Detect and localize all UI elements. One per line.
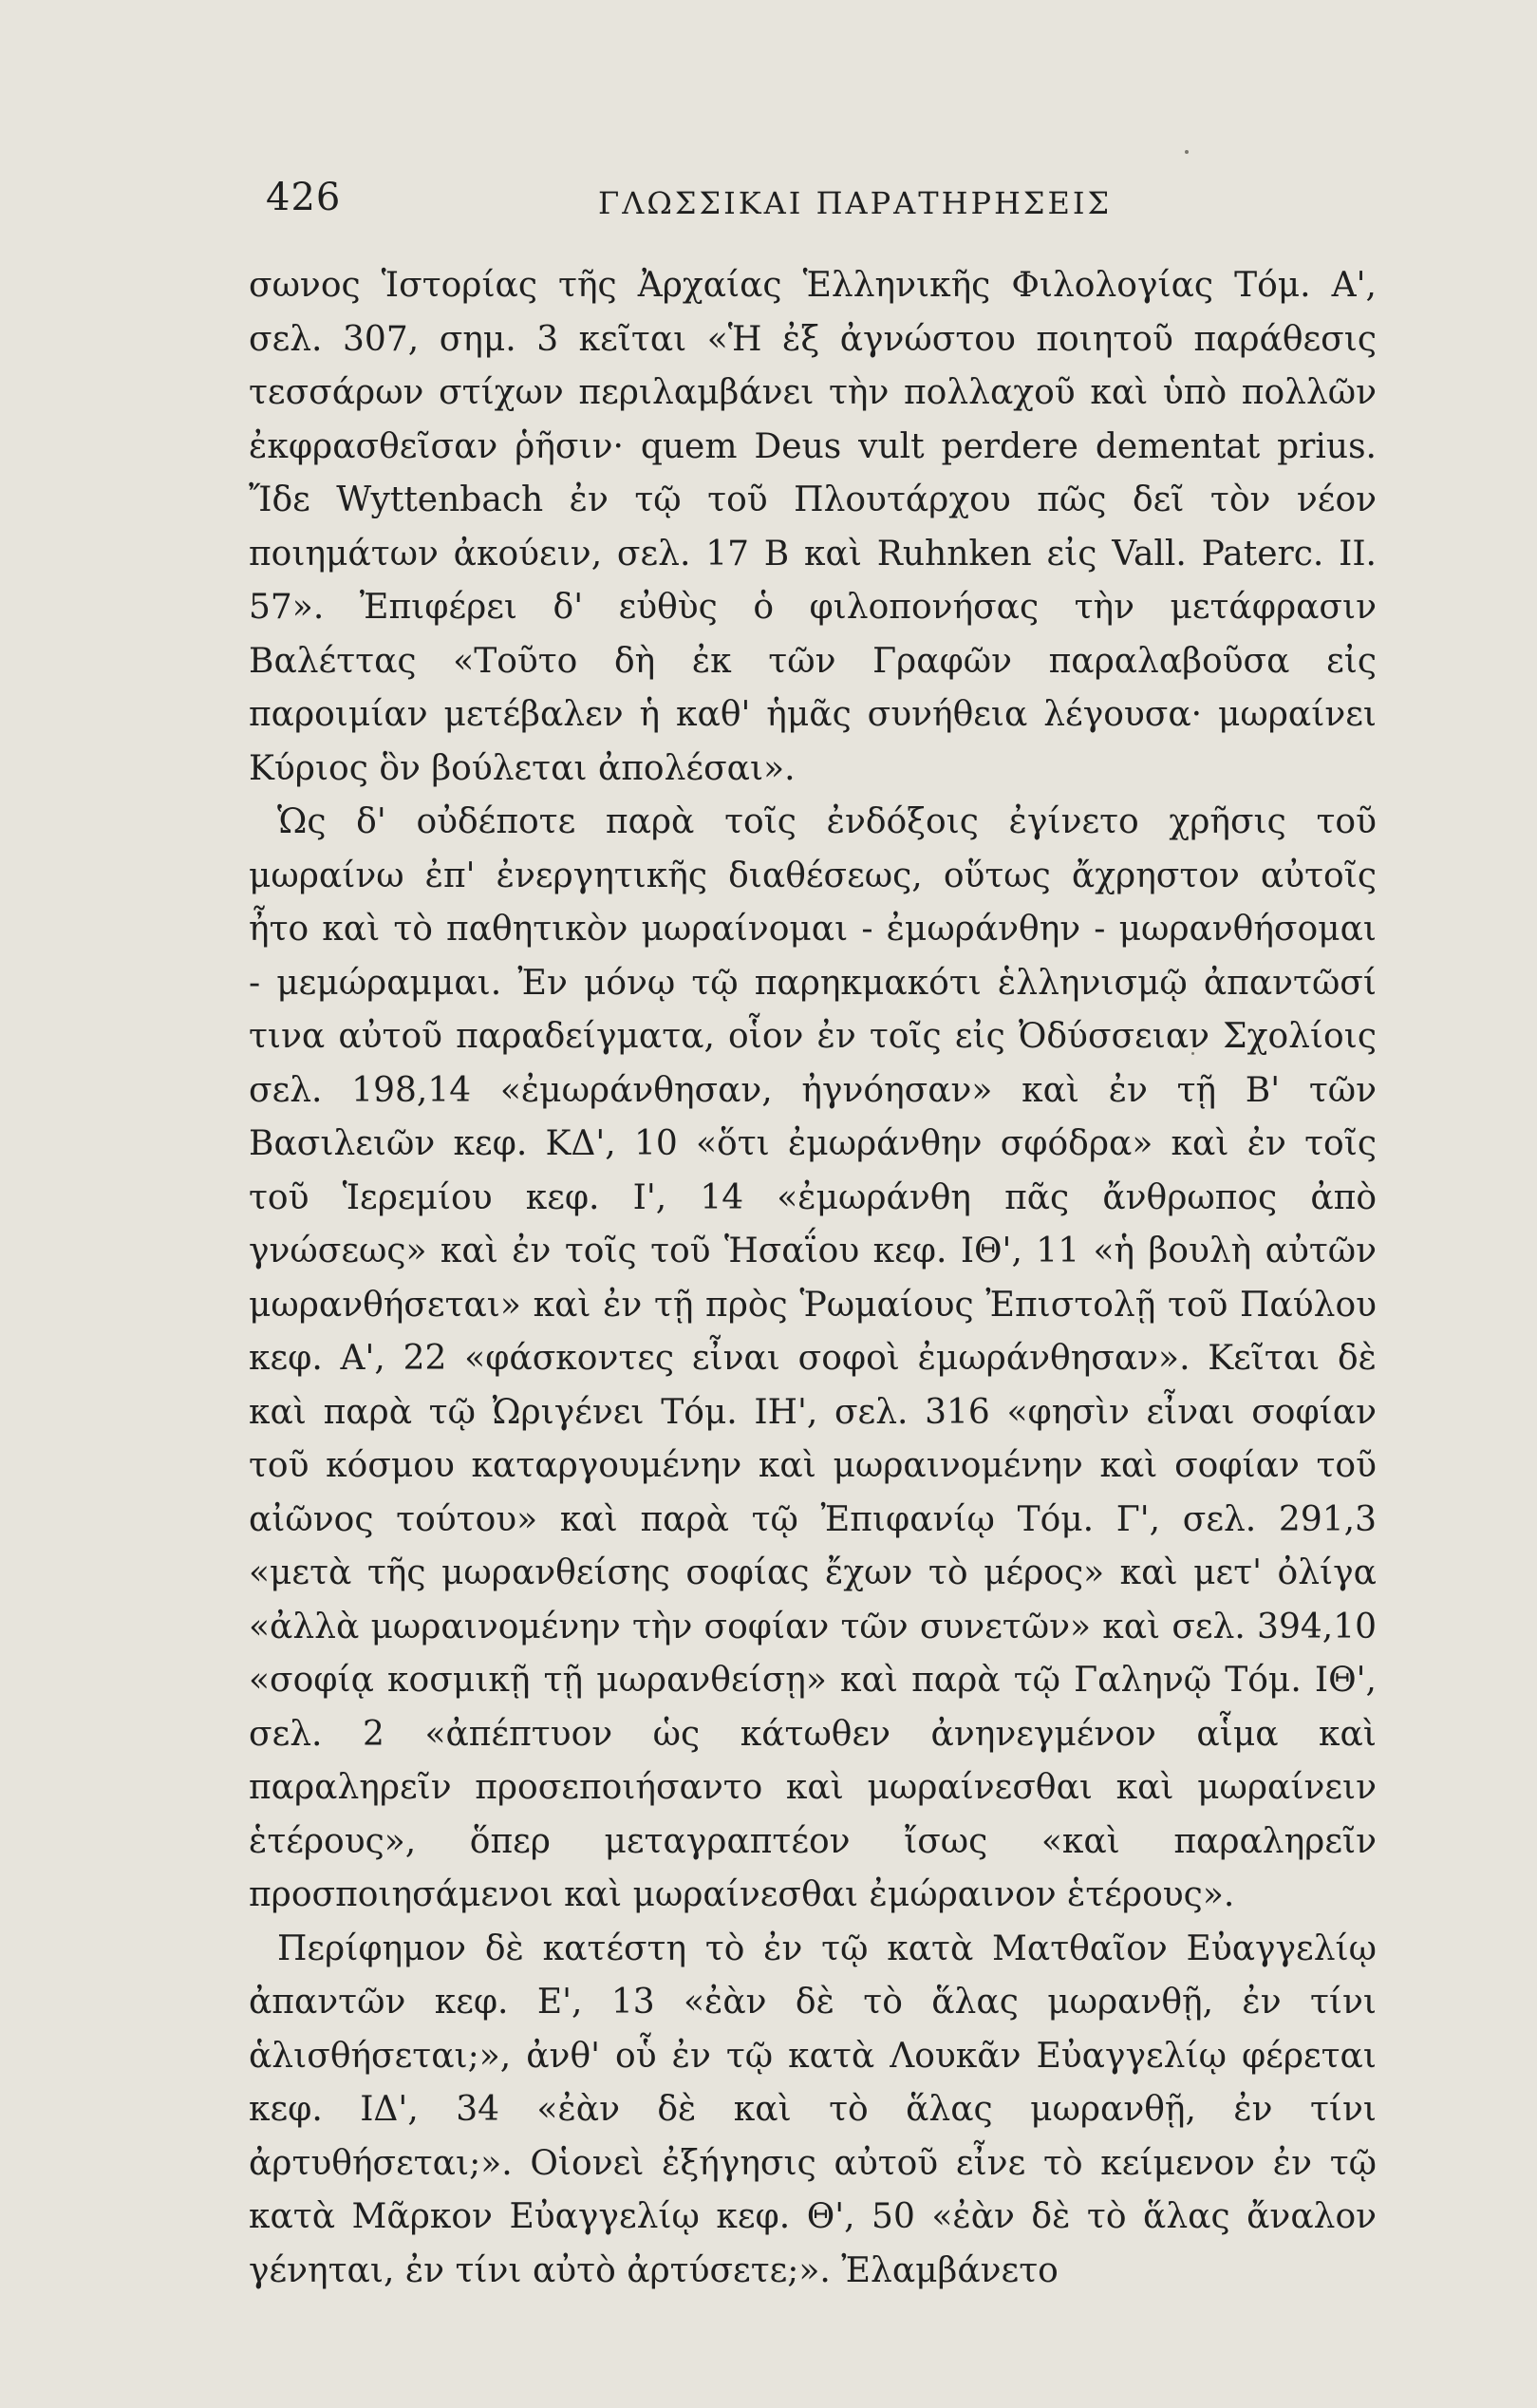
- running-title: ΓΛΩΣΣΙΚΑΙ ΠΑΡΑΤΗΡΗΣΕΙΣ: [598, 185, 1113, 221]
- running-head: [190, 166, 1453, 233]
- paper-speck: [1185, 150, 1189, 154]
- body-text: [249, 259, 1377, 2298]
- paragraph-1: σωνος Ἱστορίας τῆς Ἀρχαίας Ἑλληνικῆς Φιλολογίας Τόμ. Α', σελ. 307, σημ. 3 κεῖται «Ἡ ἐξ ἀγνώστου ποιητοῦ παράθεσις τεσσάρων στίχων περιλαμβάνει τὴν πολλαχοῦ καὶ ὑπὸ πολλῶν ἐκφρασθεῖσαν ῥῆσιν· quem Deus vult perdere dementat prius. Ἴδε Wyttenbach ἐν τῷ τοῦ Πλουτάρχου πῶς δεῖ τὸν νέον ποιημάτων ἀκούειν, σελ. 17 Β καὶ Ruhnken εἰς Vall. Paterc. II. 57». Ἐπιφέρει δ' εὐθὺς ὁ φιλοπονήσας τὴν μετάφρασιν Βαλέττας «Τοῦτο δὴ ἐκ τῶν Γραφῶν παραλαβοῦσα εἰς παροιμίαν μετέβαλεν ἡ καθ' ἡμᾶς συνήθεια λέγουσα· μωραίνει Κύριος ὃν βούλεται ἀπολέσαι».: [249, 266, 1377, 788]
- page-number: 426: [266, 176, 342, 219]
- paragraph-3: Περίφημον δὲ κατέστη τὸ ἐν τῷ κατὰ Ματθαῖον Εὐαγγελίῳ ἀπαντῶν κεφ. Ε', 13 «ἐὰν δὲ τὸ ἅλας μωρανθῇ, ἐν τίνι ἁλισθήσεται;», ἀνθ' οὗ ἐν τῷ κατὰ Λουκᾶν Εὐαγγελίῳ φέρεται κεφ. ΙΔ', 34 «ἐὰν δὲ καὶ τὸ ἅλας μωρανθῇ, ἐν τίνι ἀρτυθήσεται;». Οἱονεὶ ἐξήγησις αὐτοῦ εἶνε τὸ κείμενον ἐν τῷ κατὰ Μᾶρκον Εὐαγγελίῳ κεφ. Θ', 50 «ἐὰν δὲ τὸ ἅλας ἄναλον γένηται, ἐν τίνι αὐτὸ ἀρτύσετε;». Ἐλαμβάνετο: [249, 1928, 1377, 2290]
- text-block: [190, 166, 1453, 2290]
- paragraph-2: Ὡς δ' οὐδέποτε παρὰ τοῖς ἐνδόξοις ἐγίνετο χρῆσις τοῦ μωραίνω ἐπ' ἐνεργητικῆς διαθέσεως, οὕτως ἄχρηστον αὐτοῖς ἦτο καὶ τὸ παθητικὸν μωραίνομαι - ἐμωράνθην - μωρανθήσομαι - μεμώραμμαι. Ἐν μόνῳ τῷ παρηκμακότι ἑλληνισμῷ ἀπαντῶσί τινα αὐτοῦ παραδείγματα, οἷον ἐν τοῖς εἰς Ὀδύσσειαν Σχολίοις σελ. 198,14 «ἐμωράνθησαν, ἠγνόησαν» καὶ ἐν τῇ Β' τῶν Βασιλειῶν κεφ. ΚΔ', 10 «ὅτι ἐμωράνθην σφόδρα» καὶ ἐν τοῖς τοῦ Ἱερεμίου κεφ. Ι', 14 «ἐμωράνθη πᾶς ἄνθρωπος ἀπὸ γνώσεως» καὶ ἐν τοῖς τοῦ Ἡσαΐου κεφ. ΙΘ', 11 «ἡ βουλὴ αὐτῶν μωρανθήσεται» καὶ ἐν τῇ πρὸς Ῥωμαίους Ἐπιστολῇ τοῦ Παύλου κεφ. Α', 22 «φάσκοντες εἶναι σοφοὶ ἐμωράνθησαν». Κεῖται δὲ καὶ παρὰ τῷ Ὠριγένει Τόμ. ΙΗ', σελ. 316 «φησὶν εἶναι σοφίαν τοῦ κόσμου καταργουμένην καὶ μωραινομένην καὶ σοφίαν τοῦ αἰῶνος τούτου» καὶ παρὰ τῷ Ἐπιφανίῳ Τόμ. Γ', σελ. 291,3 «μετὰ τῆς μωρανθείσης σοφίας ἔχων τὸ μέρος» καὶ μετ' ὀλίγα «ἀλλὰ μωραινομένην τὴν σοφίαν τῶν συνετῶν» καὶ σελ. 394,10 «σοφίᾳ κοσμικῇ τῇ μωρανθείσῃ» καὶ παρὰ τῷ Γαληνῷ Τόμ. ΙΘ', σελ. 2 «ἀπέπτυον ὡς κάτωθεν ἀνηνεγμένον αἷμα καὶ παραληρεῖν προσεποιήσαντο καὶ μωραίνεσθαι καὶ μωραίνειν ἑτέρους», ὅπερ μεταγραπτέον ἴσως «καὶ παραληρεῖν προσποιησάμενοι καὶ μωραίνεσθαι ἐμώραινον ἑτέρους».: [249, 802, 1377, 1914]
